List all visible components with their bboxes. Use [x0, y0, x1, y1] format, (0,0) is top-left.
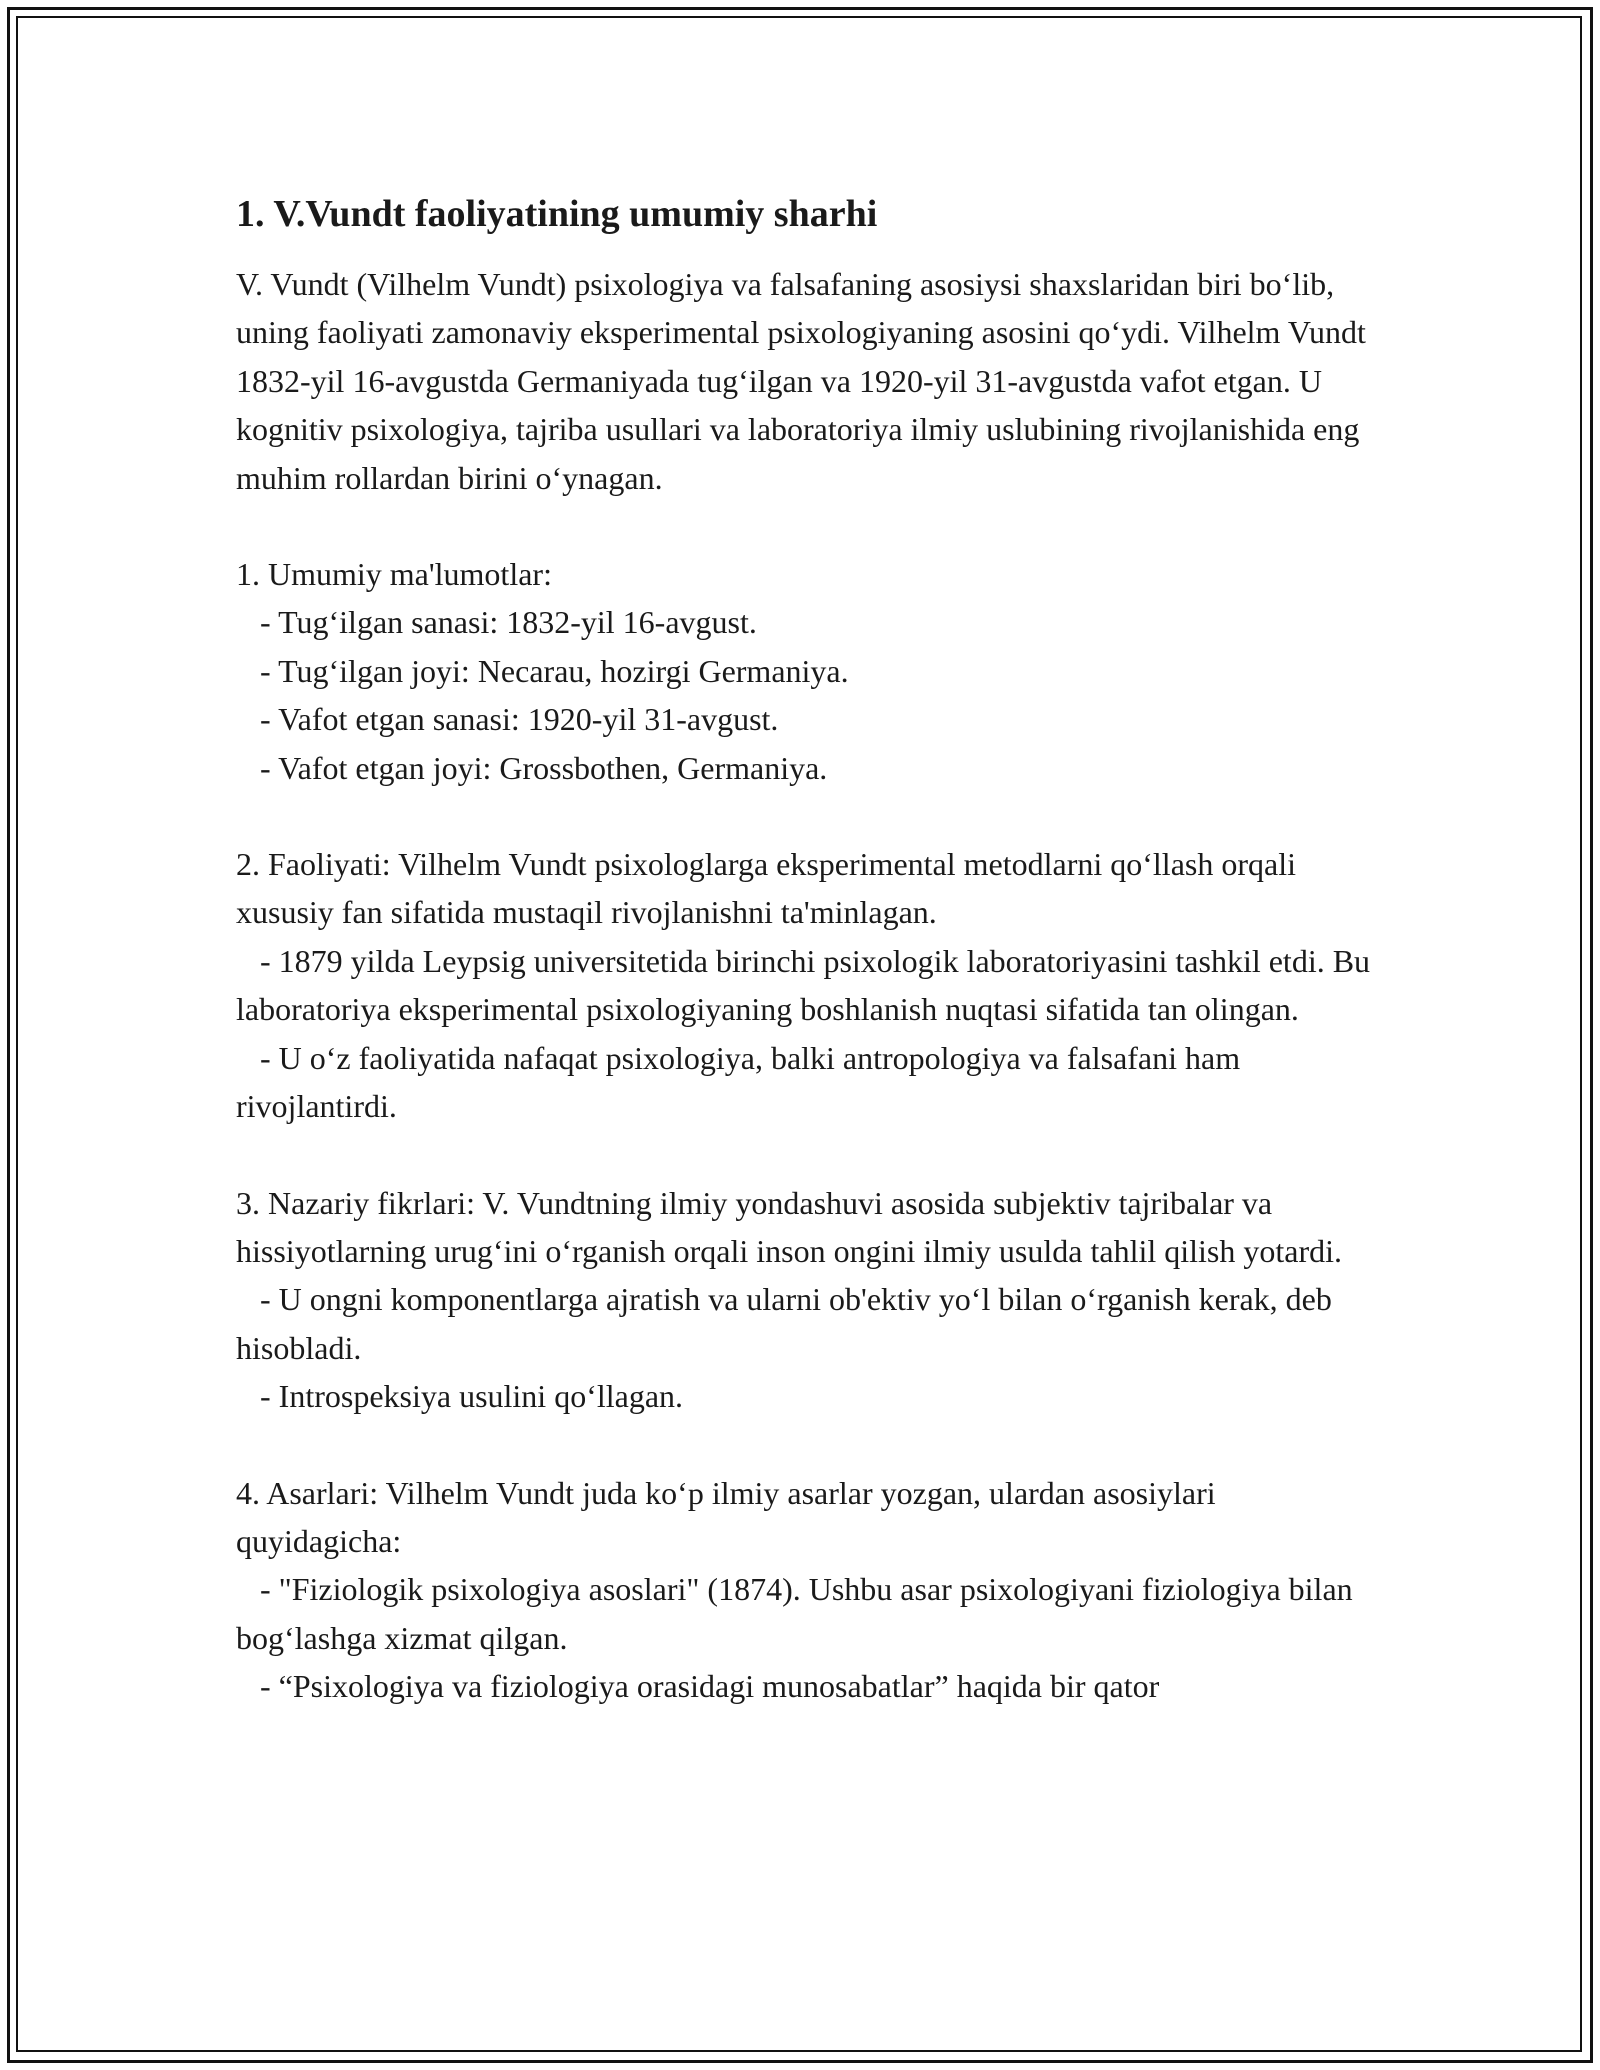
list-item: - "Fiziologik psixologiya asoslari" (1874). Ushbu asar psixologiyani fiziologiya bilan bog‘lashga xizmat qilgan. — [236, 1571, 1361, 1656]
section-activity — [236, 840, 1386, 1130]
section-heading: 2. Faoliyati: Vilhelm Vundt psixologlarga eksperimental metodlarni qo‘llash orqali xususiy fan sifatida mustaqil rivojlanishni ta'minlagan. — [236, 846, 1304, 931]
section-general-info — [236, 550, 1386, 792]
list-item: - Vafot etgan sanasi: 1920-yil 31-avgust. — [236, 701, 779, 738]
spacer — [236, 502, 1386, 550]
list-item: - U ongni komponentlarga ajratish va ularni ob'ektiv yo‘l bilan o‘rganish kerak, deb hisobladi. — [236, 1281, 1340, 1366]
spacer — [236, 1421, 1386, 1469]
list-item: - Tug‘ilgan sanasi: 1832-yil 16-avgust. — [236, 604, 757, 641]
section-heading: 3. Nazariy fikrlari: V. Vundtning ilmiy yondashuvi asosida subjektiv tajribalar va hissiyotlarning urug‘ini o‘rganish orqali inson ongini ilmiy usulda tahlil qilish yotardi. — [236, 1184, 1342, 1269]
section-heading: 4. Asarlari: Vilhelm Vundt juda ko‘p ilmiy asarlar yozgan, ulardan asosiylari quyidagicha: — [236, 1474, 1224, 1559]
spacer — [236, 1131, 1386, 1179]
list-item: - 1879 yilda Leypsig universitetida birinchi psixologik laboratoriyasini tashkil etdi. Bu laboratoriya eksperimental psixologiyaning boshlanish nuqtasi sifatida tan olingan. — [236, 942, 1379, 1028]
spacer — [236, 792, 1386, 840]
list-item: - Introspeksiya usulini qo‘llagan. — [236, 1378, 684, 1415]
list-item: - Tug‘ilgan joyi: Necarau, hozirgi Germaniya. — [236, 652, 849, 689]
section-theory — [236, 1179, 1386, 1421]
list-item: - Vafot etgan joyi: Grossbothen, Germaniya. — [236, 749, 828, 786]
list-item: - U o‘z faoliyatida nafaqat psixologiya, balki antropologiya va falsafani ham rivojlantirdi. — [236, 1039, 1249, 1125]
document-title: 1. V.Vundt faoliyatining umumiy sharhi — [236, 193, 878, 235]
list-item: - “Psixologiya va fiziologiya orasidagi munosabatlar” haqida bir qator — [236, 1668, 1160, 1705]
intro-paragraph: V. Vundt (Vilhelm Vundt) psixologiya va falsafaning asosiysi shaxslaridan biri bo‘lib, uning faoliyati zamonaviy eksperimental psixologiyaning asosini qo‘ydi. Vilhelm Vundt 1832-yil 16-avgustda Germaniyada tug‘ilgan va 1920-yil 31-avgustda vafot etgan. U kognitiv psixologiya, tajriba usullari va laboratoriya ilmiy uslubining rivojlanishida eng muhim rollardan birini o‘ynagan. — [236, 266, 1374, 496]
document-body — [236, 186, 1386, 1711]
section-works — [236, 1469, 1386, 1711]
section-heading: 1. Umumiy ma'lumotlar: — [236, 556, 552, 593]
